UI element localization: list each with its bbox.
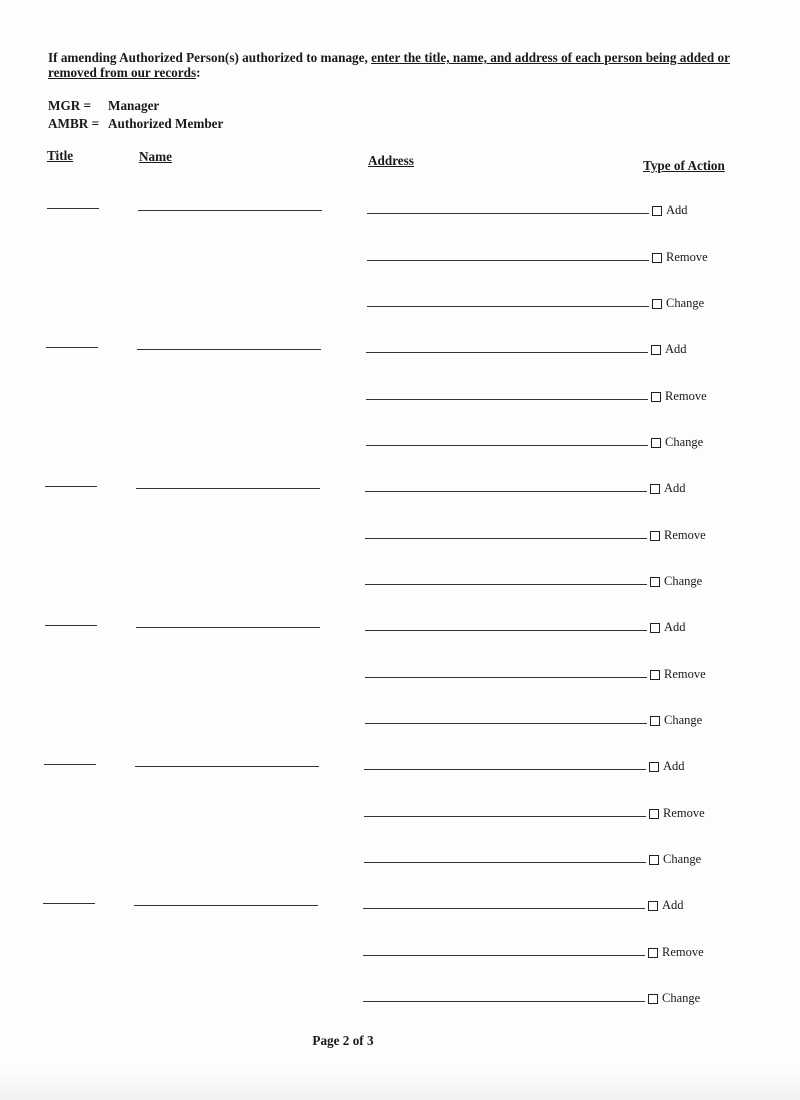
- abbreviation-value: Manager: [108, 98, 160, 113]
- column-header-title: Title: [47, 148, 74, 163]
- checkbox-icon[interactable]: [650, 484, 660, 494]
- action-label: Add: [663, 759, 685, 773]
- action-option-add[interactable]: [650, 481, 686, 496]
- address-field[interactable]: [363, 1001, 645, 1002]
- page-edge: [0, 1070, 800, 1100]
- action-option-change[interactable]: [651, 435, 703, 450]
- column-header-address: Address: [368, 153, 414, 168]
- action-option-add[interactable]: [651, 342, 687, 357]
- address-field[interactable]: [365, 677, 647, 678]
- title-field[interactable]: [43, 903, 95, 904]
- address-field[interactable]: [364, 862, 646, 863]
- action-label: Change: [662, 991, 701, 1005]
- abbreviation-value: Authorized Member: [108, 116, 224, 131]
- action-option-add[interactable]: [648, 898, 684, 913]
- instructions-trail: :: [196, 65, 201, 80]
- title-field[interactable]: [45, 625, 97, 626]
- instructions-text: [48, 50, 768, 80]
- action-label: Remove: [664, 528, 706, 542]
- abbreviation-ambr: [48, 115, 223, 133]
- checkbox-icon[interactable]: [650, 670, 660, 680]
- page-number: Page 2 of 3: [312, 1033, 374, 1048]
- action-option-remove[interactable]: [650, 528, 706, 543]
- action-label: Remove: [666, 250, 708, 264]
- checkbox-icon[interactable]: [650, 716, 660, 726]
- address-field[interactable]: [367, 213, 649, 214]
- address-field[interactable]: [365, 630, 647, 631]
- action-option-change[interactable]: [650, 713, 702, 728]
- instructions-lead: If amending Authorized Person(s) authorized to manage,: [48, 50, 372, 65]
- action-option-change[interactable]: [649, 852, 701, 867]
- checkbox-icon[interactable]: [652, 206, 662, 216]
- address-field[interactable]: [364, 769, 646, 770]
- abbreviation-key: MGR =: [48, 98, 92, 113]
- checkbox-icon[interactable]: [651, 438, 661, 448]
- action-label: Change: [664, 574, 703, 588]
- instructions-underlined: enter the title, name, and address of each person being added or removed from our records: [48, 50, 730, 80]
- address-field[interactable]: [363, 955, 645, 956]
- abbreviation-key: AMBR =: [48, 116, 100, 131]
- title-field[interactable]: [44, 764, 96, 765]
- address-field[interactable]: [364, 816, 646, 817]
- action-label: Add: [662, 898, 684, 912]
- abbreviation-mgr: [48, 97, 223, 115]
- checkbox-icon[interactable]: [650, 623, 660, 633]
- action-label: Remove: [663, 806, 705, 820]
- checkbox-icon[interactable]: [651, 392, 661, 402]
- action-option-remove[interactable]: [650, 667, 706, 682]
- action-label: Add: [665, 342, 687, 356]
- action-label: Change: [665, 435, 704, 449]
- action-label: Add: [664, 481, 686, 495]
- address-field[interactable]: [367, 260, 649, 261]
- action-option-remove[interactable]: [651, 389, 707, 404]
- address-field[interactable]: [365, 538, 647, 539]
- action-option-change[interactable]: [650, 574, 702, 589]
- address-field[interactable]: [365, 491, 647, 492]
- action-label: Add: [666, 203, 688, 217]
- action-option-add[interactable]: [649, 759, 685, 774]
- checkbox-icon[interactable]: [648, 901, 658, 911]
- checkbox-icon[interactable]: [648, 948, 658, 958]
- action-option-remove[interactable]: [649, 806, 705, 821]
- address-field[interactable]: [366, 399, 648, 400]
- action-option-add[interactable]: [652, 203, 688, 218]
- checkbox-icon[interactable]: [650, 531, 660, 541]
- address-field[interactable]: [365, 584, 647, 585]
- title-field[interactable]: [47, 208, 99, 209]
- abbreviation-legend: [48, 97, 223, 133]
- action-option-add[interactable]: [650, 620, 686, 635]
- column-header-name: Name: [139, 149, 172, 164]
- name-field[interactable]: [136, 488, 320, 489]
- action-label: Change: [664, 713, 703, 727]
- address-field[interactable]: [366, 352, 648, 353]
- action-option-change[interactable]: [648, 991, 700, 1006]
- action-label: Add: [664, 620, 686, 634]
- checkbox-icon[interactable]: [649, 762, 659, 772]
- name-field[interactable]: [137, 349, 321, 350]
- name-field[interactable]: [136, 627, 320, 628]
- name-field[interactable]: [134, 905, 318, 906]
- name-field[interactable]: [138, 210, 322, 211]
- checkbox-icon[interactable]: [649, 809, 659, 819]
- checkbox-icon[interactable]: [652, 253, 662, 263]
- checkbox-icon[interactable]: [652, 299, 662, 309]
- action-label: Change: [666, 296, 705, 310]
- action-label: Remove: [664, 667, 706, 681]
- title-field[interactable]: [46, 347, 98, 348]
- action-label: Remove: [662, 945, 704, 959]
- name-field[interactable]: [135, 766, 319, 767]
- column-header-type-of-action: Type of Action: [643, 158, 725, 173]
- address-field[interactable]: [366, 445, 648, 446]
- action-option-change[interactable]: [652, 296, 704, 311]
- address-field[interactable]: [367, 306, 649, 307]
- action-label: Remove: [665, 389, 707, 403]
- address-field[interactable]: [365, 723, 647, 724]
- checkbox-icon[interactable]: [650, 577, 660, 587]
- action-option-remove[interactable]: [652, 250, 708, 265]
- action-label: Change: [663, 852, 702, 866]
- checkbox-icon[interactable]: [651, 345, 661, 355]
- address-field[interactable]: [363, 908, 645, 909]
- checkbox-icon[interactable]: [648, 994, 658, 1004]
- checkbox-icon[interactable]: [649, 855, 659, 865]
- title-field[interactable]: [45, 486, 97, 487]
- action-option-remove[interactable]: [648, 945, 704, 960]
